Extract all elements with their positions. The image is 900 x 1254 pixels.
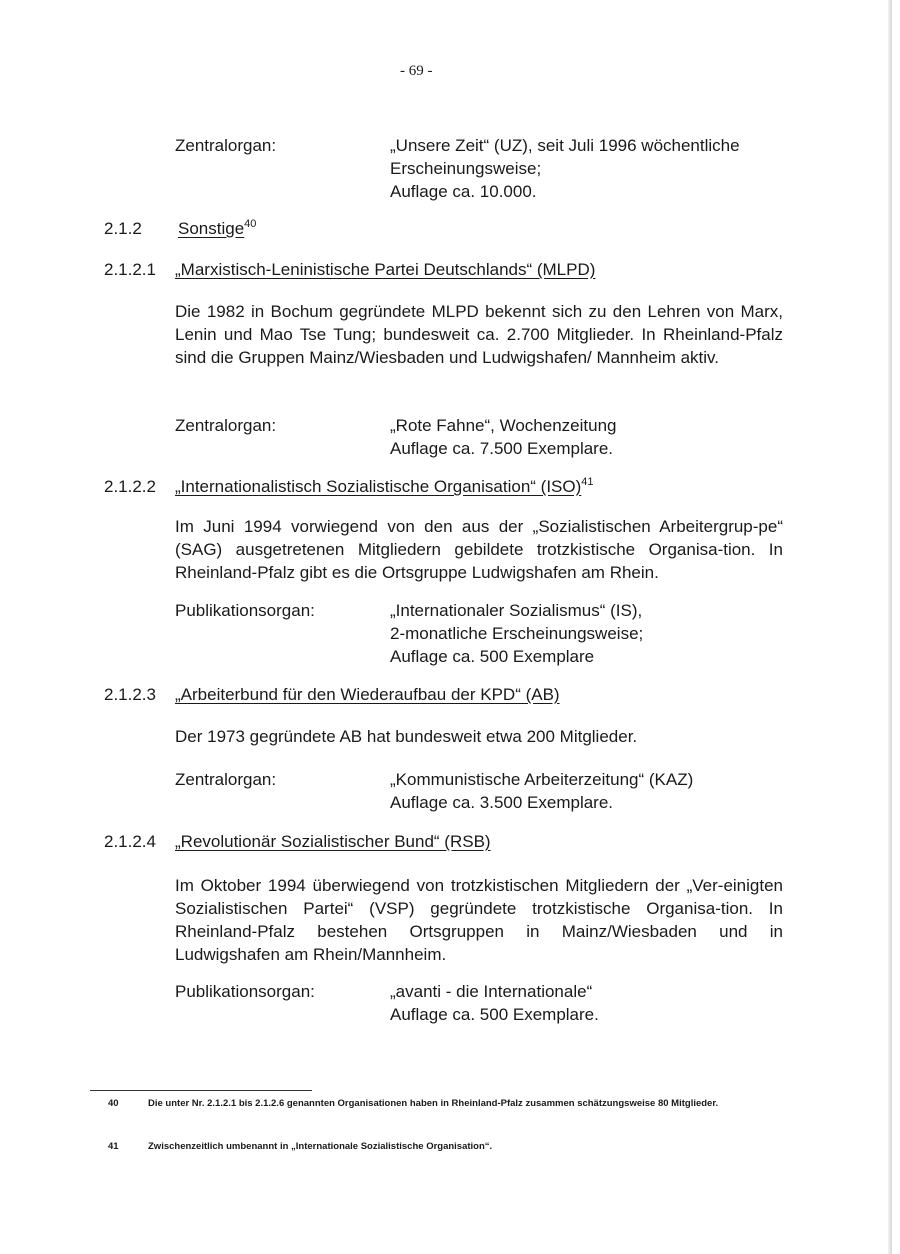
organ-line: Auflage ca. 500 Exemplare [390,647,595,666]
section-number: 2.1.2 [104,219,142,238]
organ-line: 2-monatliche Erscheinungsweise; [390,624,644,643]
organ-label: Zentralorgan: [175,136,277,155]
organ-line: Auflage ca. 3.500 Exemplare. [390,793,614,812]
section-heading [178,217,256,240]
organ-line: „Rote Fahne“, Wochenzeitung [390,416,617,435]
organ-label: Publikationsorgan: [175,601,315,620]
organ-value [390,980,790,1026]
section-title: „Arbeiterbund für den Wiederaufbau der KPD“ (AB) [175,685,560,704]
organ-value [390,599,790,668]
section-number: 2.1.2.1 [104,260,156,279]
section-heading [175,475,594,498]
section-paragraph: Die 1982 in Bochum gegründete MLPD bekennt sich zu den Lehren von Marx, Lenin und Mao Tse Tung; bundesweit ca. 2.700 Mitglieder. In Rheinland-Pfalz sind die Gruppen Mainz/Wiesbaden und Ludwigshafen/ Mannheim aktiv. [175,302,783,367]
organ-label: Publikationsorgan: [175,982,315,1001]
footnote-ref: 41 [581,476,594,488]
organ-label: Zentralorgan: [175,416,277,435]
section-paragraph: Im Juni 1994 vorwiegend von den aus der „Sozialistischen Arbeitergrup-pe“ (SAG) ausgetretenen Mitgliedern gebildete trotzkistische Organisa-tion. In Rheinland-Pfalz gibt es die Ortsgruppe Ludwigshafen am Rhein. [175,517,783,582]
section-paragraph: Der 1973 gegründete AB hat bundesweit etwa 200 Mitglieder. [175,727,638,746]
page-edge-shadow [888,0,892,1254]
organ-label: Zentralorgan: [175,770,277,789]
organ-value [390,414,790,460]
organ-line: Auflage ca. 10.000. [390,182,537,201]
footnote-number: 40 [108,1098,119,1109]
footnote-ref: 40 [244,218,257,230]
organ-line: „Internationaler Sozialismus“ (IS), [390,601,643,620]
section-number: 2.1.2.2 [104,477,156,496]
section-number: 2.1.2.4 [104,832,156,851]
footnote-number: 41 [108,1141,119,1152]
organ-line: „avanti - die Internationale“ [390,982,593,1001]
footnote-separator [90,1090,312,1091]
page-number: - 69 - [400,63,433,79]
organ-value [390,134,790,203]
organ-value [390,768,790,814]
section-title: „Marxistisch-Leninistische Partei Deutschlands“ (MLPD) [175,260,596,279]
section-paragraph: Im Oktober 1994 überwiegend von trotzkistischen Mitgliedern der „Ver-einigten Sozialistischen Partei“ (VSP) gegründete trotzkistische Organisa-tion. In Rheinland-Pfalz bestehen Ortsgruppen in Mainz/Wiesbaden und in Ludwigshafen am Rhein/Mannheim. [175,876,783,964]
organ-line: Auflage ca. 500 Exemplare. [390,1005,599,1024]
section-title: Sonstige [178,219,245,238]
section-title: „Revolutionär Sozialistischer Bund“ (RSB) [175,832,491,851]
organ-line: „Unsere Zeit“ (UZ), seit Juli 1996 wöchentliche [390,136,740,155]
organ-line: „Kommunistische Arbeiterzeitung“ (KAZ) [390,770,694,789]
organ-line: Auflage ca. 7.500 Exemplare. [390,439,614,458]
section-number: 2.1.2.3 [104,685,156,704]
footnote-text: Zwischenzeitlich umbenannt in „Internationale Sozialistische Organisation“. [148,1141,493,1152]
footnote-text: Die unter Nr. 2.1.2.1 bis 2.1.2.6 genannten Organisationen haben in Rheinland-Pfalz zusammen schätzungsweise 80 Mitglieder. [148,1098,719,1109]
organ-line: Erscheinungsweise; [390,159,542,178]
section-title: „Internationalistisch Sozialistische Organisation“ (ISO) [175,477,582,496]
